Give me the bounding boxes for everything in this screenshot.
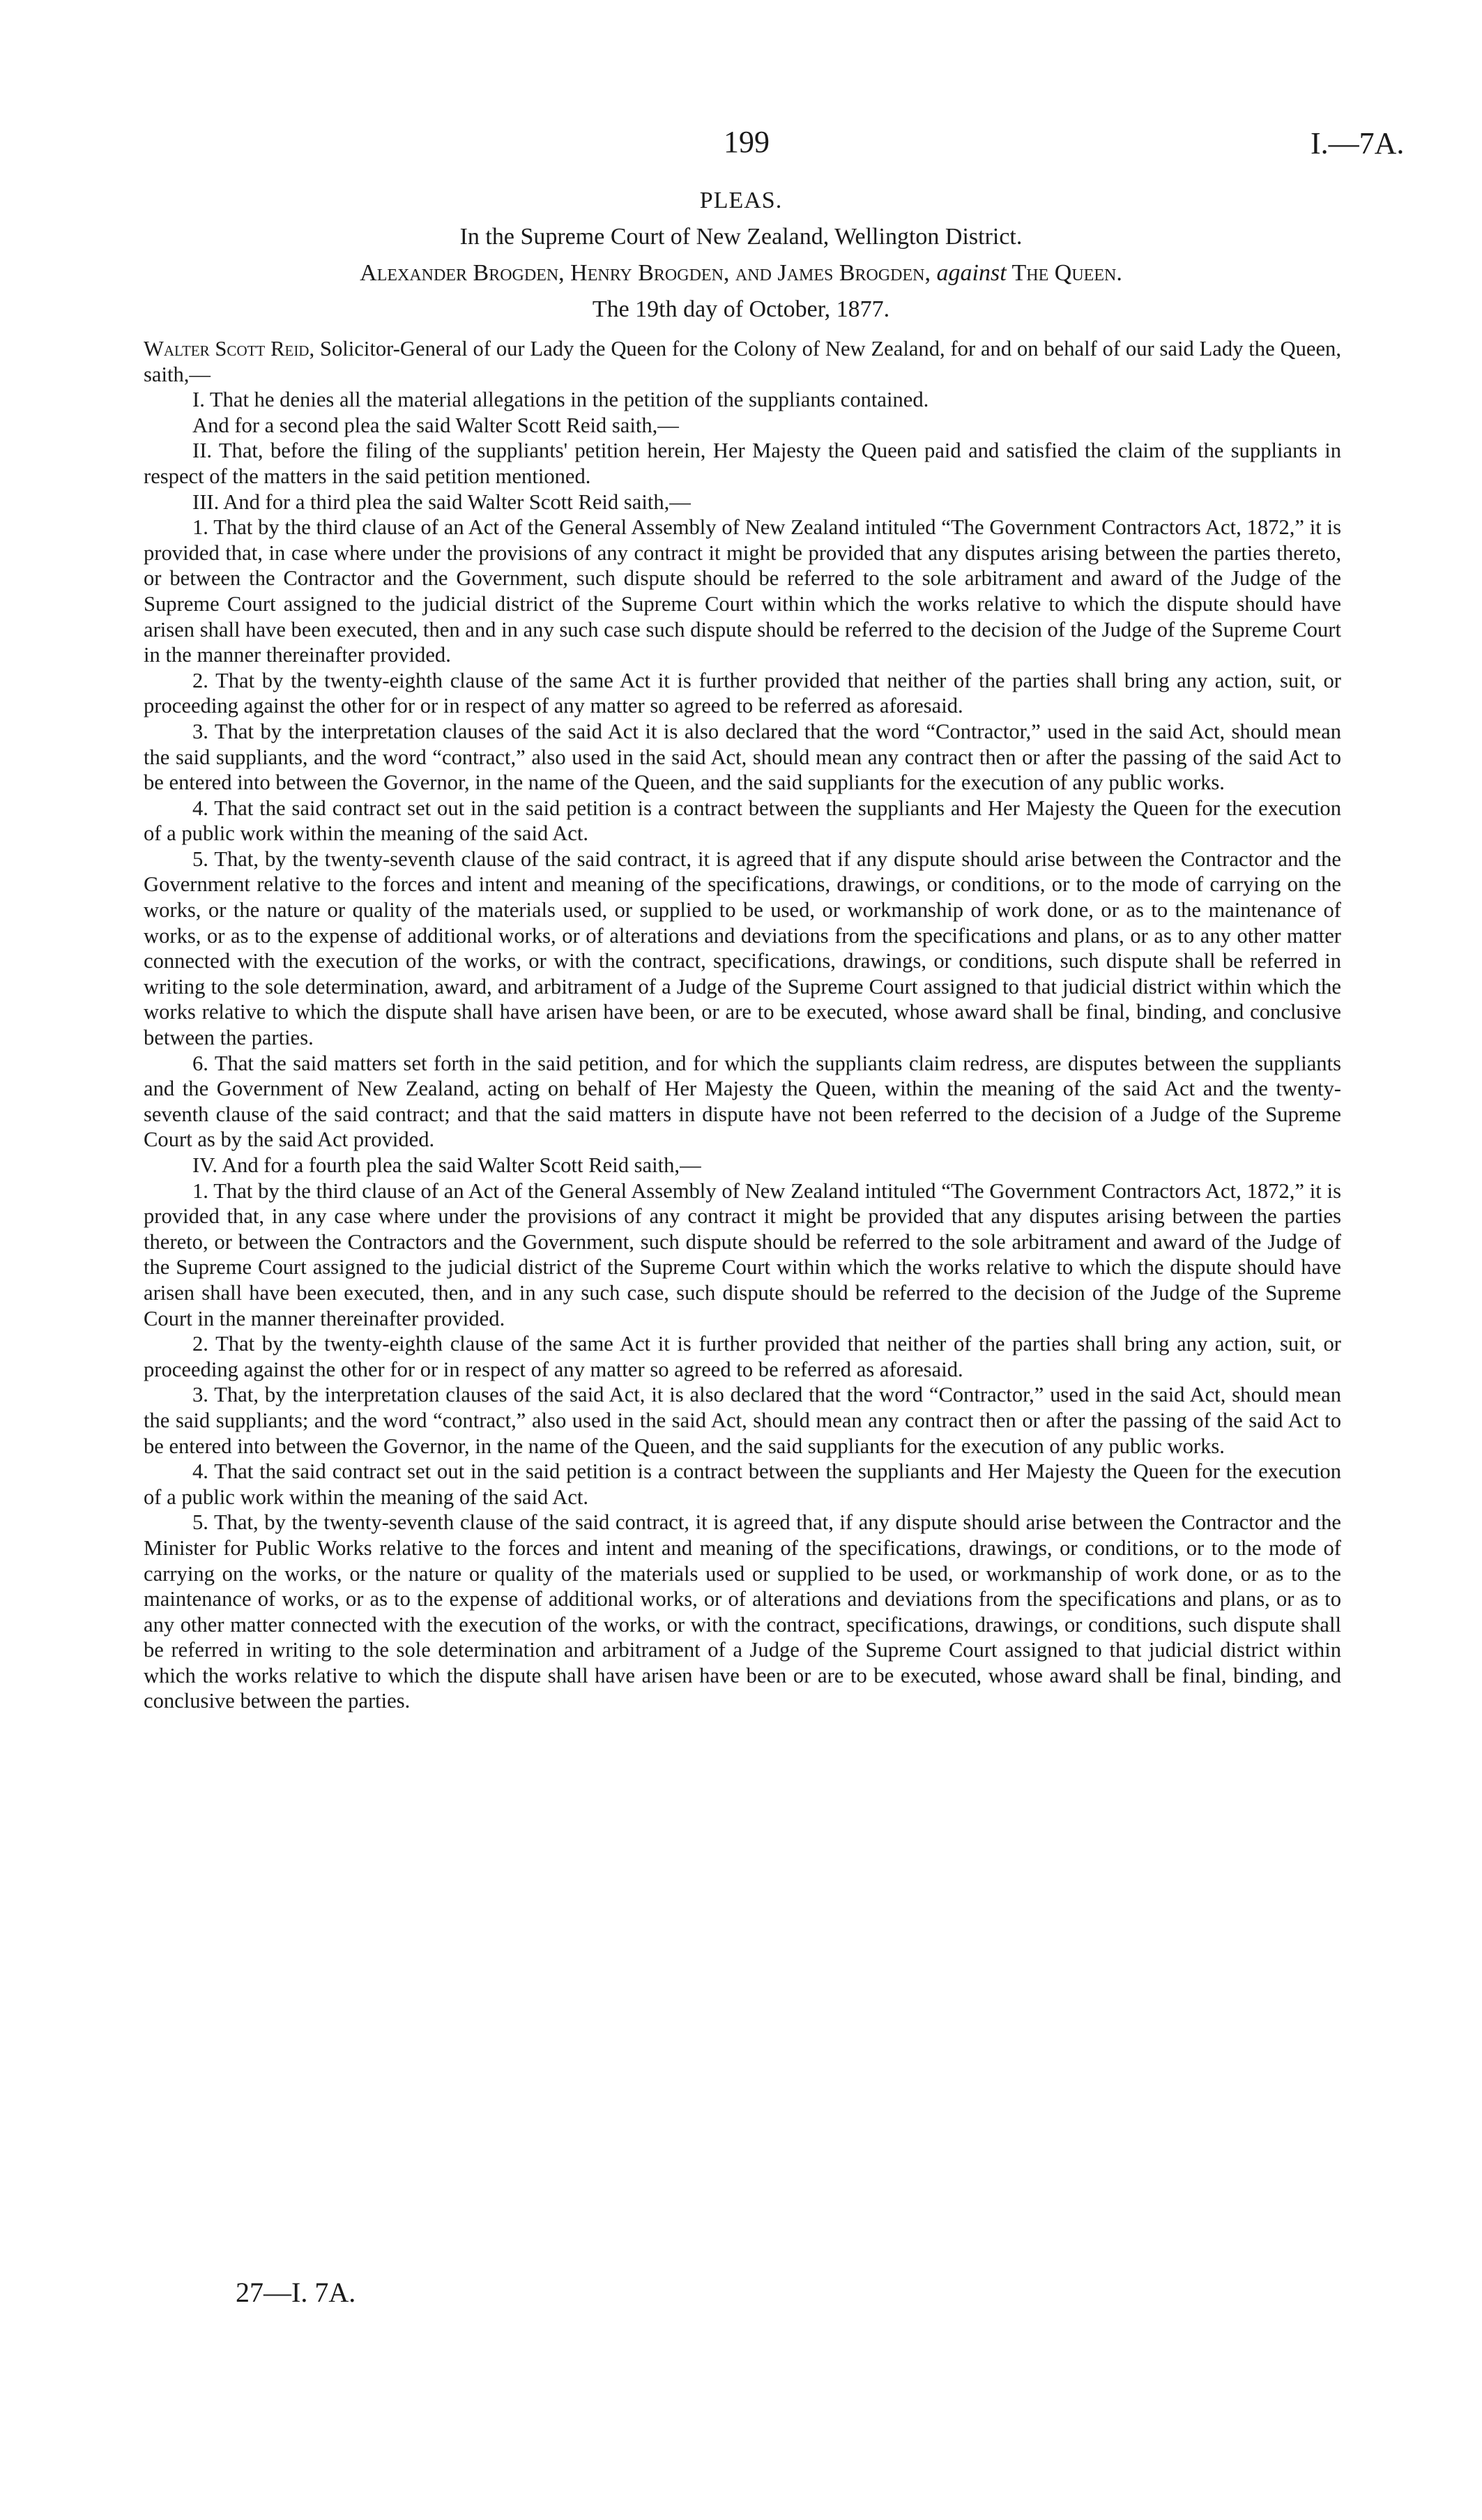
intro-name: Walter Scott Reid,: [144, 337, 315, 360]
plea-paragraph: III. And for a third plea the said Walter Scott Reid saith,—: [192, 489, 691, 514]
plea-paragraph: 4. That the said contract set out in the said petition is a contract between the suppliants and Her Majesty the Queen for the execution of a public work within the meaning of the said Act.: [144, 796, 1341, 846]
plea-paragraph: And for a second plea the said Walter Scott Reid saith,—: [192, 413, 679, 437]
plea-paragraph: 5. That, by the twenty-seventh clause of the said contract, it is agreed that if any dispute should arise between the Contractor and the Government relative to the forces and intent and meaning of the specifications, drawings, or conditions, or to the mode of carrying on the works, or the nature or quality of the materials used, or supplied to be used, or workmanship of work done, or as to the maintenance of works, or as to the expense of additional works, or of alterations and deviations from the specifications and plans, or as to any other matter connected with the execution of the works, or with the contract, specifications, drawings, or conditions, such dispute shall be referred in writing to the sole determination, award, and arbitrament of a Judge of the Supreme Court assigned to that judicial district within which the works relative to which the dispute shall have arisen have been, or are to be executed, whose award shall be final, binding, and conclusive between the parties.: [144, 847, 1341, 1050]
plea-paragraph: 1. That by the third clause of an Act of the General Assembly of New Zealand intituled “The Government Contractors Act, 1872,” it is provided that, in case where under the provisions of any contract it might be provided that any disputes arising between the parties thereto, or between the Contractor and the Government, such dispute should be referred to the sole arbitrament and award of the Judge of the Supreme Court assigned to the judicial district of the Supreme Court within which the works relative to which the dispute should have arisen shall have been executed, then and in any such case such dispute should be referred to the decision of the Judge of the Supreme Court in the manner thereinafter provided.: [144, 515, 1341, 667]
plea-paragraph: II. That, before the filing of the suppliants' petition herein, Her Majesty the Queen paid and satisfied the claim of the suppliants in respect of the matters in the said petition mentioned.: [144, 439, 1341, 488]
intro-paragraph: [144, 336, 1341, 387]
document-header: [0, 183, 1482, 328]
plea-paragraph: I. That he denies all the material allegations in the petition of the suppliants contained.: [192, 388, 929, 412]
document-reference: I.—7A.: [1311, 126, 1405, 160]
parties-respondent: The Queen.: [1011, 260, 1122, 286]
plea-paragraph: 4. That the said contract set out in the said petition is a contract between the suppliants and Her Majesty the Queen for the execution of a public work within the meaning of the said Act.: [144, 1459, 1341, 1509]
court-line: In the Supreme Court of New Zealand, Wellington District.: [459, 224, 1023, 250]
parties-petitioners: Alexander Brogden, Henry Brogden, and James Brogden,: [360, 260, 931, 286]
document-title: PLEAS.: [699, 188, 783, 213]
plea-paragraph: 3. That by the interpretation clauses of the said Act it is also declared that the word “Contractor,” used in the said Act, should mean the said suppliants, and the word “contract,” also used in the said Act, should mean any contract then or after the passing of the said Act to be entered into between the Governor, in the name of the Queen, and the said suppliants for the execution of any public works.: [144, 719, 1341, 795]
date-line: The 19th day of October, 1877.: [592, 296, 890, 322]
plea-paragraph: 1. That by the third clause of an Act of the General Assembly of New Zealand intituled “The Government Contractors Act, 1872,” it is provided that, in any case where under the provisions of any contract it might be provided that any disputes arising between the parties thereto, or between the Contractors and the Government, such dispute should be referred to the sole arbitrament and award of the Judge of the Supreme Court assigned to the judicial district of the Supreme Court within which the works relative to which the dispute should have arisen shall have been executed, then, and in any such case, such dispute should be referred to the decision of the Judge of the Supreme Court in the manner thereinafter provided.: [144, 1178, 1341, 1330]
intro-text: Solicitor-General of our Lady the Queen for the Colony of New Zealand, for and on behalf of our said Lady the Queen, saith,—: [144, 337, 1341, 386]
plea-paragraph: 2. That by the twenty-eighth clause of the same Act it is further provided that neither of the parties shall bring any action, suit, or proceeding against the other for or in respect of any matter so agreed to be referred as aforesaid.: [144, 668, 1341, 718]
plea-paragraph: IV. And for a fourth plea the said Walter Scott Reid saith,—: [192, 1153, 701, 1177]
plea-paragraph: 3. That, by the interpretation clauses of the said Act, it is also declared that the word “Contractor,” used in the said Act, should mean the said suppliants; and the word “contract,” also used in the said Act, should mean any contract then or after the passing of the said Act to be entered into between the Governor, in the name of the Queen, and the said suppliants for the execution of any public works.: [144, 1383, 1341, 1458]
pleas-body: [144, 336, 1341, 1714]
parties-line: [0, 255, 1482, 291]
page-number: 199: [724, 125, 770, 159]
signature-mark: 27—I. 7A.: [236, 2277, 356, 2308]
plea-paragraph: 5. That, by the twenty-seventh clause of the said contract, it is agreed that, if any dispute should arise between the Contractor and the Minister for Public Works relative to the forces and intent and meaning of the specifications, drawings, or conditions, or to the mode of carrying on the works, or the nature or quality of the materials used or supplied to be used, or workmanship of work done, or as to the maintenance of works, or as to the expense of additional works, or of alterations and deviations from the specifications and plans, or as to any other matter connected with the execution of the works, or with the contract, specifications, drawings, or conditions, such dispute shall be referred in writing to the sole determination and arbitrament of a Judge of the Supreme Court assigned to that judicial district within which the works relative to which the dispute shall have arisen have been or are to be executed, whose award shall be final, binding, and conclusive between the parties.: [144, 1510, 1341, 1713]
parties-against: against: [936, 260, 1007, 286]
plea-paragraph: 6. That the said matters set forth in the said petition, and for which the suppliants claim redress, are disputes between the suppliants and the Government of New Zealand, acting on behalf of Her Majesty the Queen, within the meaning of the said Act and the twenty-seventh clause of the said contract; and that the said matters in dispute have not been referred to the decision of a Judge of the Supreme Court as by the said Act provided.: [144, 1051, 1341, 1152]
plea-paragraph: 2. That by the twenty-eighth clause of the same Act it is further provided that neither of the parties shall bring any action, suit, or proceeding against the other for or in respect of any matter so agreed to be referred as aforesaid.: [144, 1332, 1341, 1381]
